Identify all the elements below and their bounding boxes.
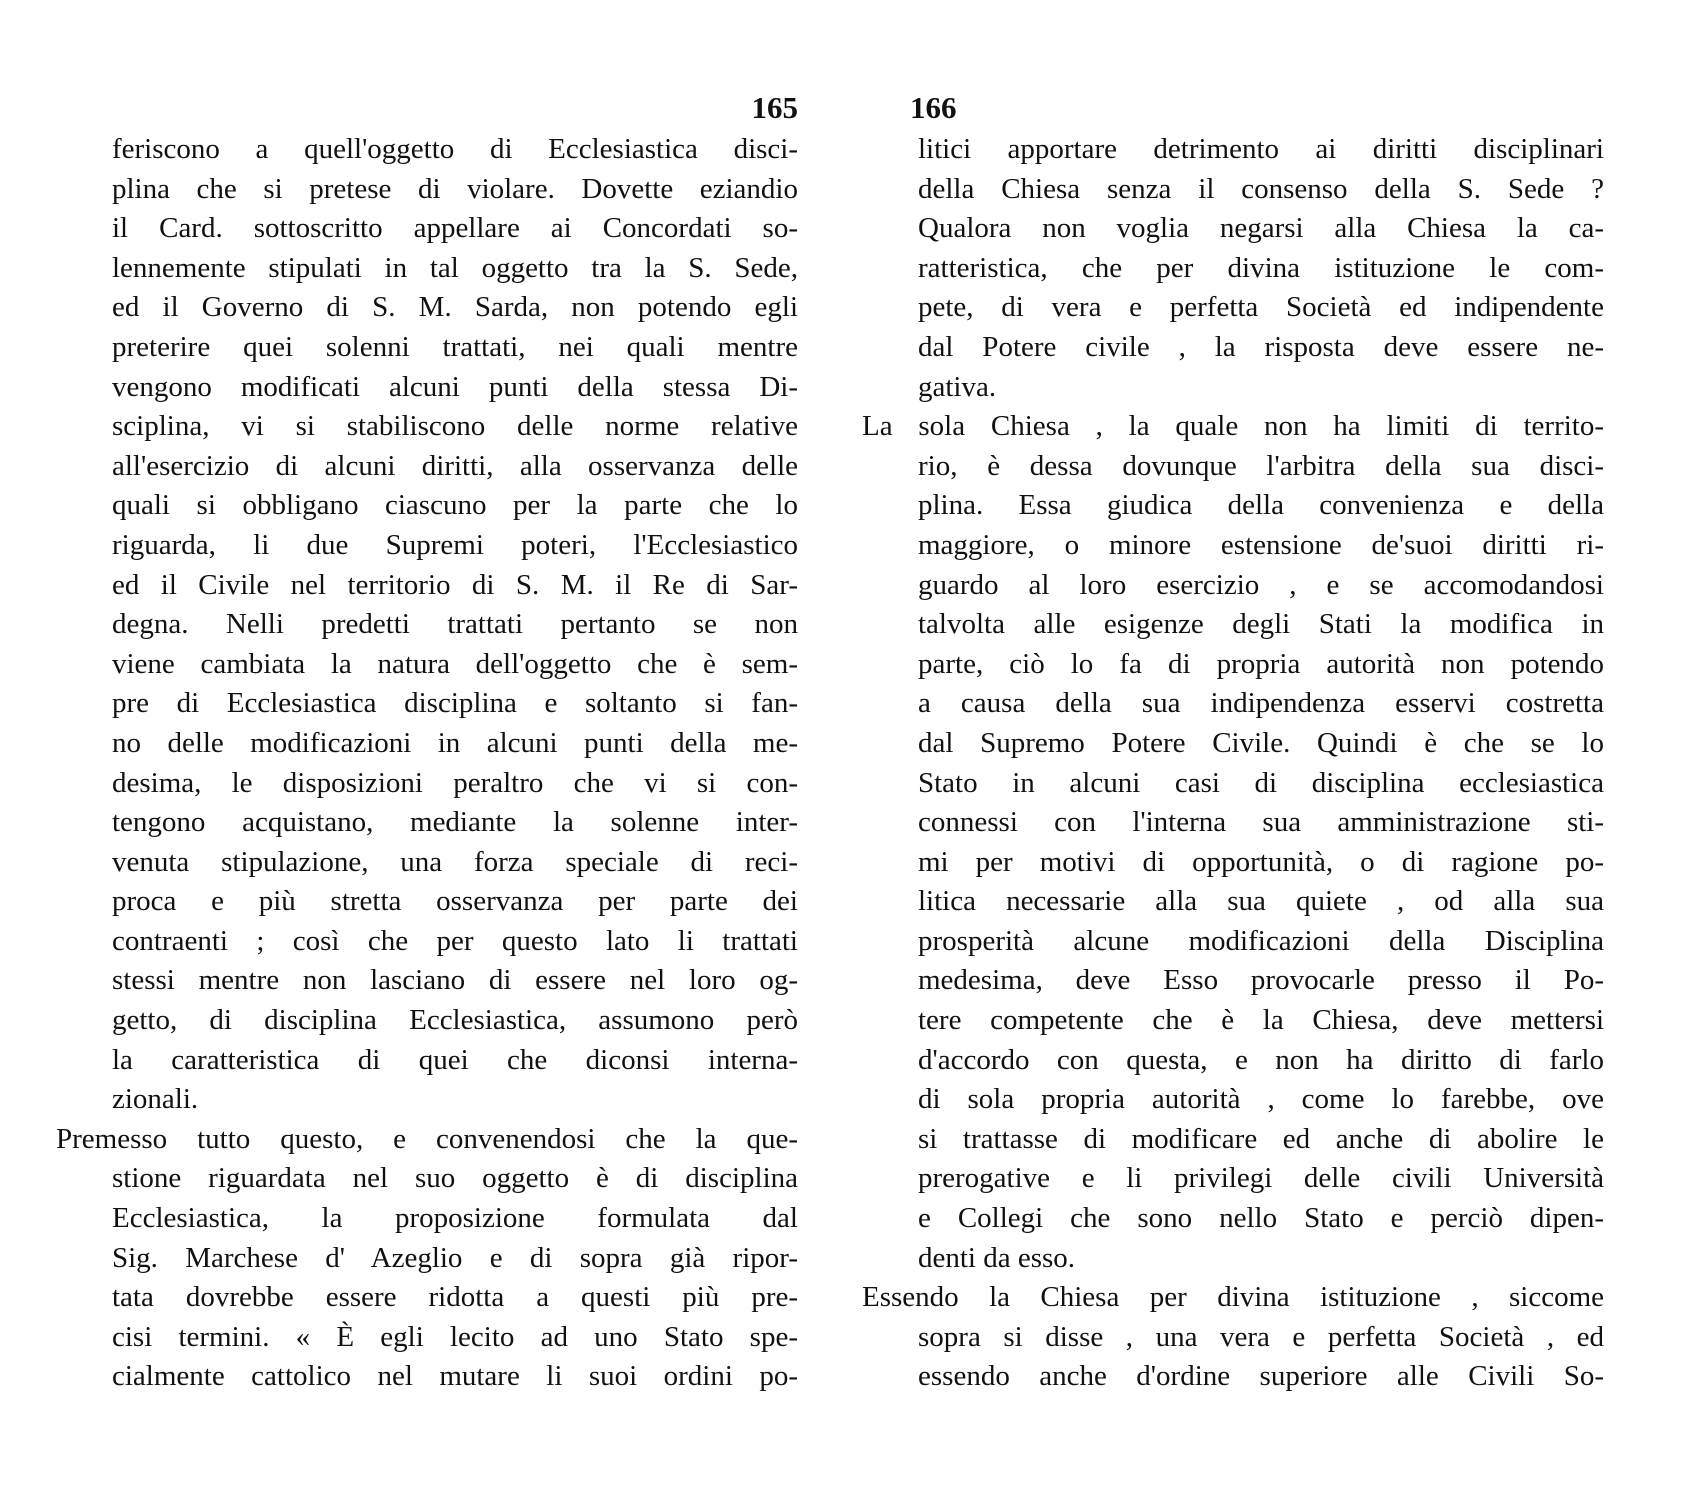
right-page-text-line: di sola propria autorità , come lo farebbe, ove bbox=[918, 1083, 1604, 1116]
right-page bbox=[862, 90, 1604, 1397]
right-page-text-line: parte, ciò lo fa di propria autorità non potendo bbox=[918, 647, 1604, 680]
left-page-text-line: getto, di disciplina Ecclesiastica, assumono però bbox=[112, 1004, 798, 1037]
right-page-text-line: essendo anche d'ordine superiore alle Civili So- bbox=[918, 1360, 1604, 1393]
right-page-text-line: litici apportare detrimento ai diritti disciplinari bbox=[918, 133, 1604, 165]
left-page-text-line: Ecclesiastica, la proposizione formulata dal bbox=[112, 1202, 798, 1235]
left-page-text-line: riguarda, li due Supremi poteri, l'Ecclesiastico bbox=[112, 528, 798, 561]
left-page-text-line: desima, le disposizioni peraltro che vi si con- bbox=[112, 766, 798, 799]
right-page-text-line: d'accordo con questa, e non ha diritto di farlo bbox=[918, 1043, 1604, 1076]
left-page-text-line: contraenti ; così che per questo lato li trattati bbox=[112, 924, 798, 957]
left-page-text-line: la caratteristica di quei che diconsi interna- bbox=[112, 1043, 798, 1076]
left-page-text-line: cisi termini. « È egli lecito ad uno Stato spe- bbox=[112, 1320, 798, 1353]
right-page-text-line: rio, è dessa dovunque l'arbitra della sua disci- bbox=[918, 449, 1604, 482]
left-page-text-line: viene cambiata la natura dell'oggetto che è sem- bbox=[112, 647, 798, 680]
right-page-text-line: sopra si disse , una vera e perfetta Società , ed bbox=[918, 1320, 1604, 1353]
left-page-text-line: preterire quei solenni trattati, nei quali mentre bbox=[112, 330, 798, 363]
page-number-right: 166 bbox=[910, 90, 957, 125]
left-page-text-line: stione riguardata nel suo oggetto è di disciplina bbox=[112, 1162, 798, 1195]
right-page-text-line: si trattasse di modificare ed anche di abolire le bbox=[918, 1122, 1604, 1155]
right-page-text-line: litica necessarie alla sua quiete , od alla sua bbox=[918, 885, 1604, 918]
right-page-text-line: Essendo la Chiesa per divina istituzione , siccome bbox=[862, 1281, 1604, 1314]
left-page-text-line: ed il Governo di S. M. Sarda, non potendo egli bbox=[112, 291, 798, 324]
right-page-text-line: dal Potere civile , la risposta deve essere ne- bbox=[918, 330, 1604, 363]
left-page-text-line: plina che si pretese di violare. Dovette eziandio bbox=[112, 172, 798, 205]
left-page-text-line: tengono acquistano, mediante la solenne inter- bbox=[112, 806, 798, 839]
right-page-text-line: denti da esso. bbox=[918, 1241, 1076, 1274]
right-page-text-line: dal Supremo Potere Civile. Quindi è che se lo bbox=[918, 726, 1604, 759]
right-page-text bbox=[862, 130, 1604, 1397]
right-page-text-line: Stato in alcuni casi di disciplina ecclesiastica bbox=[918, 766, 1604, 799]
left-page-text-line: sciplina, vi si stabiliscono delle norme relative bbox=[112, 410, 798, 443]
left-page-text-line: pre di Ecclesiastica disciplina e soltanto si fan- bbox=[112, 687, 798, 720]
left-page-text-line: degna. Nelli predetti trattati pertanto se non bbox=[112, 608, 798, 641]
left-page-text-line: cialmente cattolico nel mutare li suoi ordini po- bbox=[112, 1360, 798, 1393]
right-page-text-line: mi per motivi di opportunità, o di ragione po- bbox=[918, 845, 1604, 878]
left-page-text-line: proca e più stretta osservanza per parte dei bbox=[112, 885, 798, 918]
right-page-text-line: pete, di vera e perfetta Società ed indipendente bbox=[918, 291, 1604, 324]
right-page-text-line: La sola Chiesa , la quale non ha limiti di territo- bbox=[862, 410, 1604, 443]
left-page-text-line: ed il Civile nel territorio di S. M. il Re di Sar- bbox=[112, 568, 798, 601]
right-page-text-line: gativa. bbox=[918, 370, 997, 403]
right-page-text-line: plina. Essa giudica della convenienza e della bbox=[918, 489, 1604, 522]
left-page-text-line: venuta stipulazione, una forza speciale di reci- bbox=[112, 845, 798, 878]
right-page-text-line: talvolta alle esigenze degli Stati la modifica in bbox=[918, 608, 1604, 641]
left-page-text bbox=[56, 130, 798, 1397]
right-page-text-line: a causa della sua indipendenza esservi costretta bbox=[918, 687, 1604, 720]
right-page-text-line: guardo al loro esercizio , e se accomodandosi bbox=[918, 568, 1604, 601]
left-page bbox=[56, 90, 798, 1397]
right-page-text-line: connessi con l'interna sua amministrazione sti- bbox=[918, 806, 1604, 839]
left-page-text-line: tata dovrebbe essere ridotta a questi più pre- bbox=[112, 1281, 798, 1314]
right-page-text-line: e Collegi che sono nello Stato e perciò dipen- bbox=[918, 1202, 1604, 1235]
left-page-text-line: Premesso tutto questo, e convenendosi che la que- bbox=[56, 1122, 798, 1155]
right-page-text-line: Qualora non voglia negarsi alla Chiesa la ca- bbox=[918, 212, 1604, 245]
left-page-text-line: lennemente stipulati in tal oggetto tra la S. Sede, bbox=[112, 251, 798, 284]
right-page-text-line: prerogative e li privilegi delle civili Università bbox=[918, 1162, 1604, 1195]
left-page-text-line: stessi mentre non lasciano di essere nel loro og- bbox=[112, 964, 798, 997]
right-page-text-line: della Chiesa senza il consenso della S. Sede ? bbox=[918, 172, 1604, 205]
left-page-text-line: quali si obbligano ciascuno per la parte che lo bbox=[112, 489, 798, 522]
left-page-text-line: no delle modificazioni in alcuni punti della me- bbox=[112, 726, 798, 759]
left-page-text-line: Sig. Marchese d' Azeglio e di sopra già ripor- bbox=[112, 1241, 798, 1274]
left-page-text-line: il Card. sottoscritto appellare ai Concordati so- bbox=[112, 212, 798, 245]
page-number-left: 165 bbox=[751, 90, 798, 125]
left-page-text-line: vengono modificati alcuni punti della stessa Di- bbox=[112, 370, 798, 403]
left-page-text-line: feriscono a quell'oggetto di Ecclesiastica disci- bbox=[112, 133, 798, 165]
right-page-text-line: tere competente che è la Chiesa, deve mettersi bbox=[918, 1004, 1604, 1037]
right-page-text-line: prosperità alcune modificazioni della Disciplina bbox=[918, 924, 1604, 957]
right-page-text-line: maggiore, o minore estensione de'suoi diritti ri- bbox=[918, 528, 1604, 561]
right-page-text-line: medesima, deve Esso provocarle presso il Po- bbox=[918, 964, 1604, 997]
left-page-text-line: zionali. bbox=[112, 1083, 199, 1116]
right-page-text-line: ratteristica, che per divina istituzione le com- bbox=[918, 251, 1604, 284]
left-page-text-line: all'esercizio di alcuni diritti, alla osservanza delle bbox=[112, 449, 798, 482]
